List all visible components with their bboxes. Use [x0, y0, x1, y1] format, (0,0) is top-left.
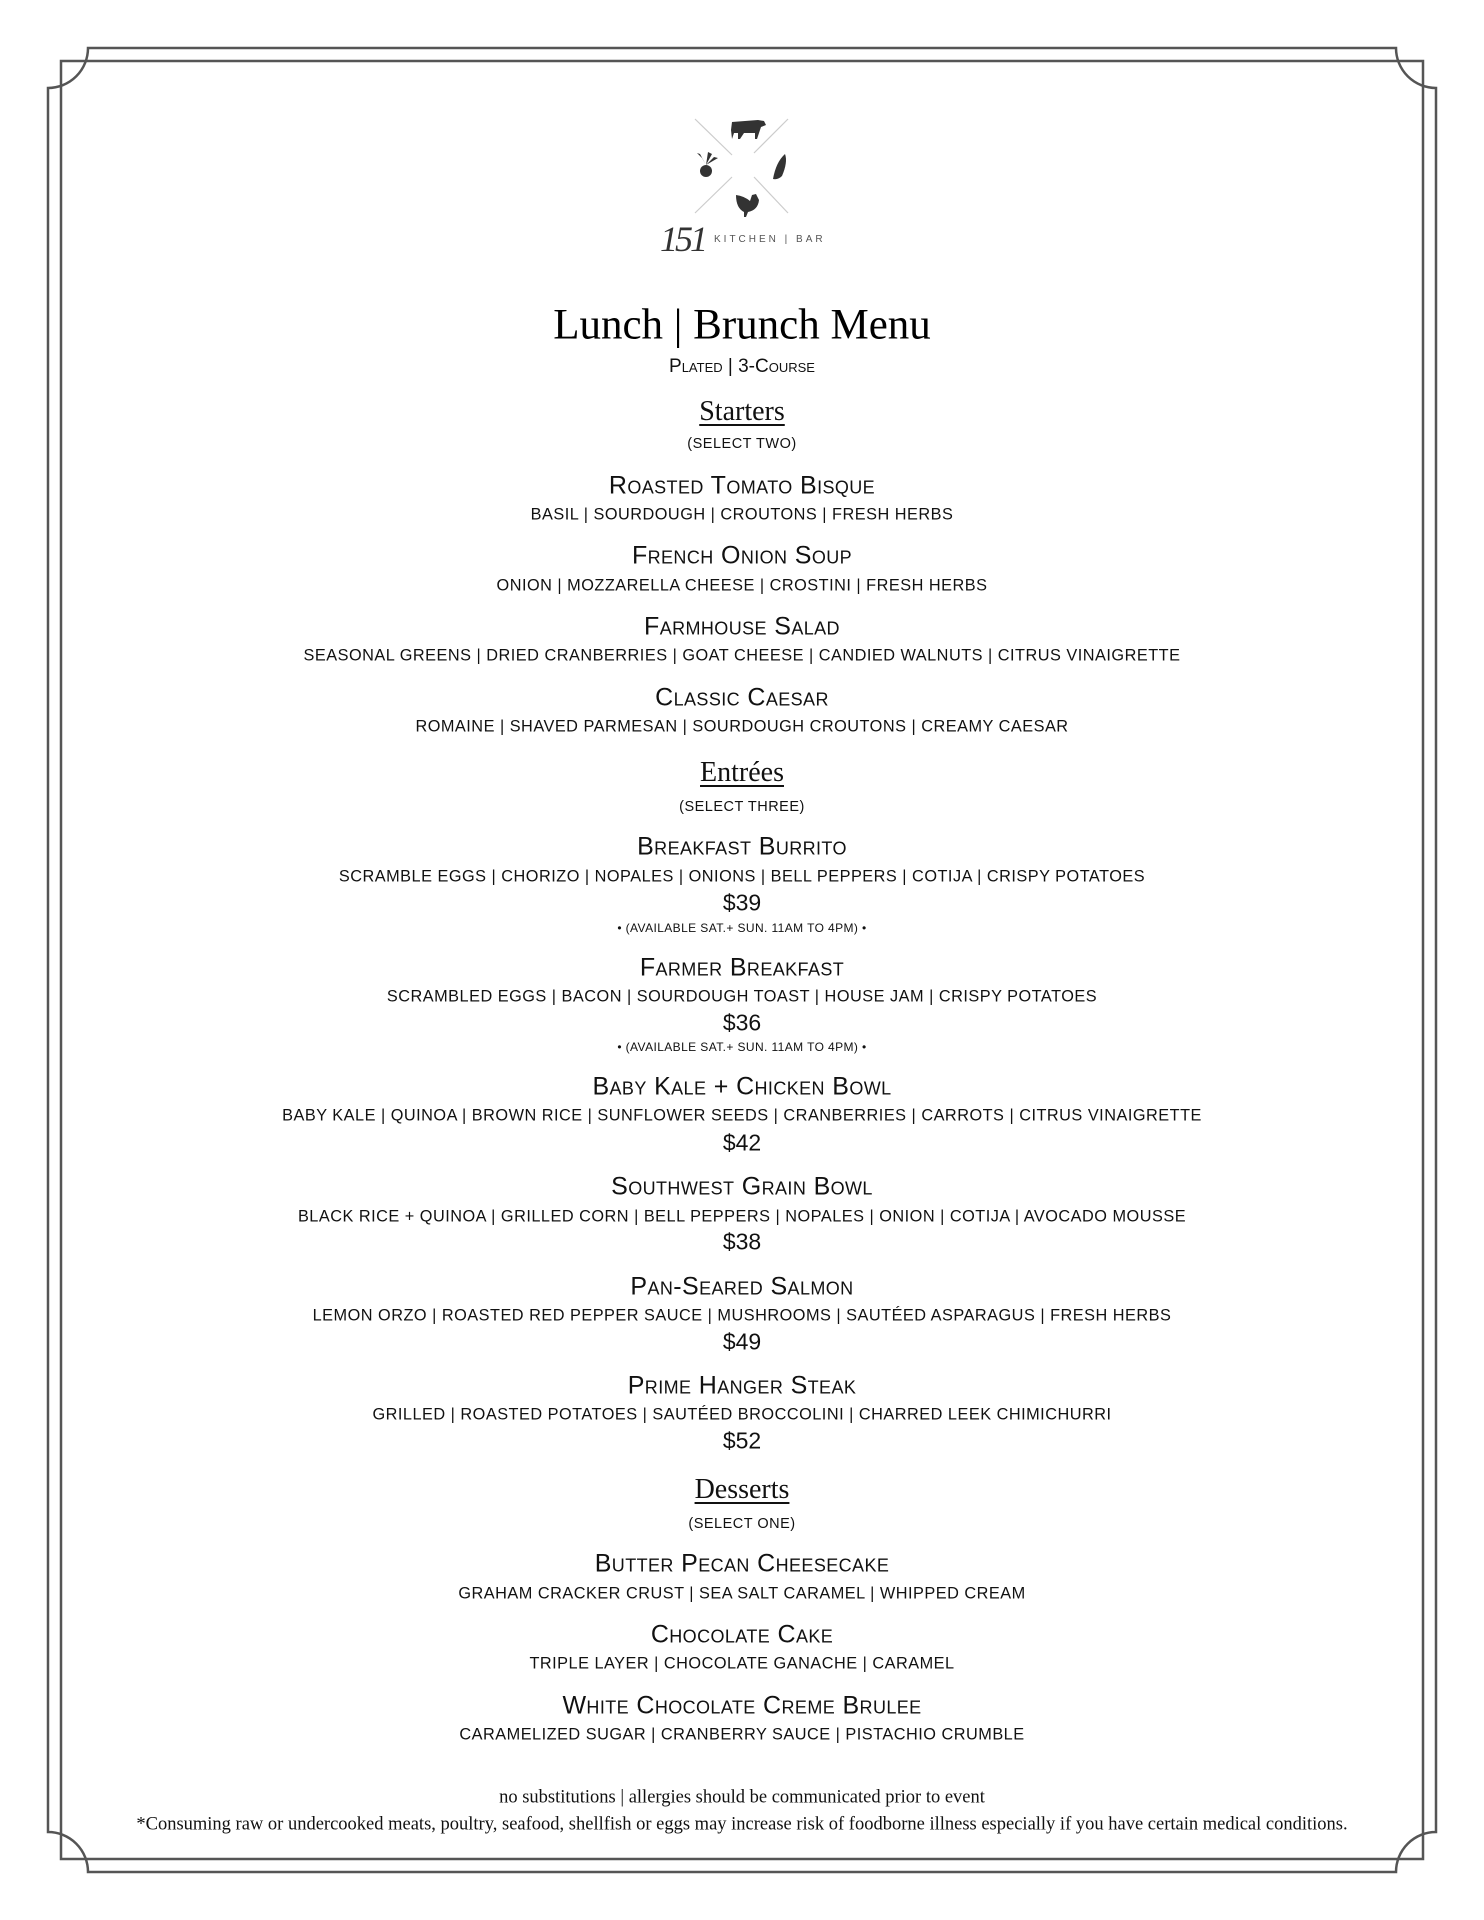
menu-item-name: Farmhouse Salad [644, 612, 840, 641]
menu-item-price: $42 [722, 1129, 762, 1156]
menu-item-desc: SCRAMBLE EGGS | CHORIZO | NOPALES | ONIONS | BELL PEPPERS | COTIJA | CRISPY POTATOES [338, 867, 1146, 886]
chicken-icon [736, 194, 759, 217]
menu-item-desc: GRAHAM CRACKER CRUST | SEA SALT CARAMEL | WHIPPED CREAM [458, 1584, 1026, 1603]
restaurant-logo [640, 100, 860, 270]
menu-item-name: Baby Kale + Chicken Bowl [592, 1072, 892, 1101]
menu-item-name: Classic Caesar [655, 683, 829, 712]
menu-item-name: Butter Pecan Cheesecake [594, 1549, 890, 1578]
menu-item-name: Farmer Breakfast [639, 953, 845, 982]
menu-item-availability: • (AVAILABLE SAT.+ SUN. 11AM TO 4PM) • [617, 921, 867, 935]
section-heading-starters: Starters [699, 396, 785, 427]
menu-item-price: $39 [722, 889, 762, 916]
menu-item-name: Southwest Grain Bowl [611, 1172, 873, 1201]
menu-item-desc: ONION | MOZZARELLA CHEESE | CROSTINI | FRESH HERBS [496, 576, 988, 595]
menu-item-desc: SEASONAL GREENS | DRIED CRANBERRIES | GOAT CHEESE | CANDIED WALNUTS | CITRUS VINAIGRETTE [303, 646, 1181, 665]
menu-item-price: $49 [722, 1328, 762, 1355]
logo-text: KITCHEN | BAR [714, 234, 826, 245]
menu-item-name: Pan-Seared Salmon [630, 1272, 854, 1301]
menu-item-price: $52 [722, 1427, 762, 1454]
menu-item-desc: GRILLED | ROASTED POTATOES | SAUTÉED BROCCOLINI | CHARRED LEEK CHIMICHURRI [372, 1405, 1112, 1424]
menu-item-desc: BLACK RICE + QUINOA | GRILLED CORN | BELL PEPPERS | NOPALES | ONION | COTIJA | AVOCADO MOUSSE [297, 1207, 1187, 1226]
menu-item-desc: BASIL | SOURDOUGH | CROUTONS | FRESH HERBS [530, 505, 954, 524]
menu-item-desc: LEMON ORZO | ROASTED RED PEPPER SAUCE | MUSHROOMS | SAUTÉED ASPARAGUS | FRESH HERBS [312, 1306, 1172, 1325]
menu-item-availability: • (AVAILABLE SAT.+ SUN. 11AM TO 4PM) • [617, 1040, 867, 1054]
section-select-note: (SELECT ONE) [688, 1516, 796, 1532]
menu-item-desc: SCRAMBLED EGGS | BACON | SOURDOUGH TOAST | HOUSE JAM | CRISPY POTATOES [386, 987, 1098, 1006]
section-heading-desserts: Desserts [694, 1474, 790, 1505]
menu-item-name: White Chocolate Creme Brulee [562, 1691, 922, 1720]
menu-item-desc: TRIPLE LAYER | CHOCOLATE GANACHE | CARAMEL [529, 1654, 955, 1673]
menu-item-price: $36 [722, 1009, 762, 1036]
section-select-note: (SELECT THREE) [679, 799, 805, 815]
page-title: Lunch | Brunch Menu [553, 301, 931, 349]
menu-item-name: French Onion Soup [631, 541, 853, 570]
cow-icon [731, 120, 766, 139]
menu-item-desc: CARAMELIZED SUGAR | CRANBERRY SAUCE | PISTACHIO CRUMBLE [459, 1725, 1025, 1744]
corn-icon [773, 154, 786, 179]
page-subtitle: Plated | 3-Course [669, 356, 815, 377]
menu-item-name: Roasted Tomato Bisque [608, 471, 876, 500]
menu-item-desc: ROMAINE | SHAVED PARMESAN | SOURDOUGH CROUTONS | CREAMY CAESAR [415, 717, 1069, 736]
menu-item-name: Chocolate Cake [650, 1620, 834, 1649]
footer-warning: *Consuming raw or undercooked meats, poultry, seafood, shellfish or eggs may increase risk of foodborne illness especially if you have certain medical conditions. [136, 1814, 1348, 1835]
beet-icon [697, 152, 718, 177]
farm-emblem-icon [640, 100, 860, 220]
menu-item-name: Prime Hanger Steak [627, 1371, 857, 1400]
menu-item-price: $38 [722, 1228, 762, 1255]
footer-policy: no substitutions | allergies should be communicated prior to event [499, 1787, 985, 1808]
logo-number: 151 [660, 219, 705, 259]
section-heading-entrees: Entrées [700, 757, 784, 788]
menu-item-desc: BABY KALE | QUINOA | BROWN RICE | SUNFLOWER SEEDS | CRANBERRIES | CARROTS | CITRUS VINAIGRETTE [282, 1106, 1202, 1125]
menu-item-name: Breakfast Burrito [637, 832, 847, 861]
section-select-note: (SELECT TWO) [687, 436, 797, 452]
